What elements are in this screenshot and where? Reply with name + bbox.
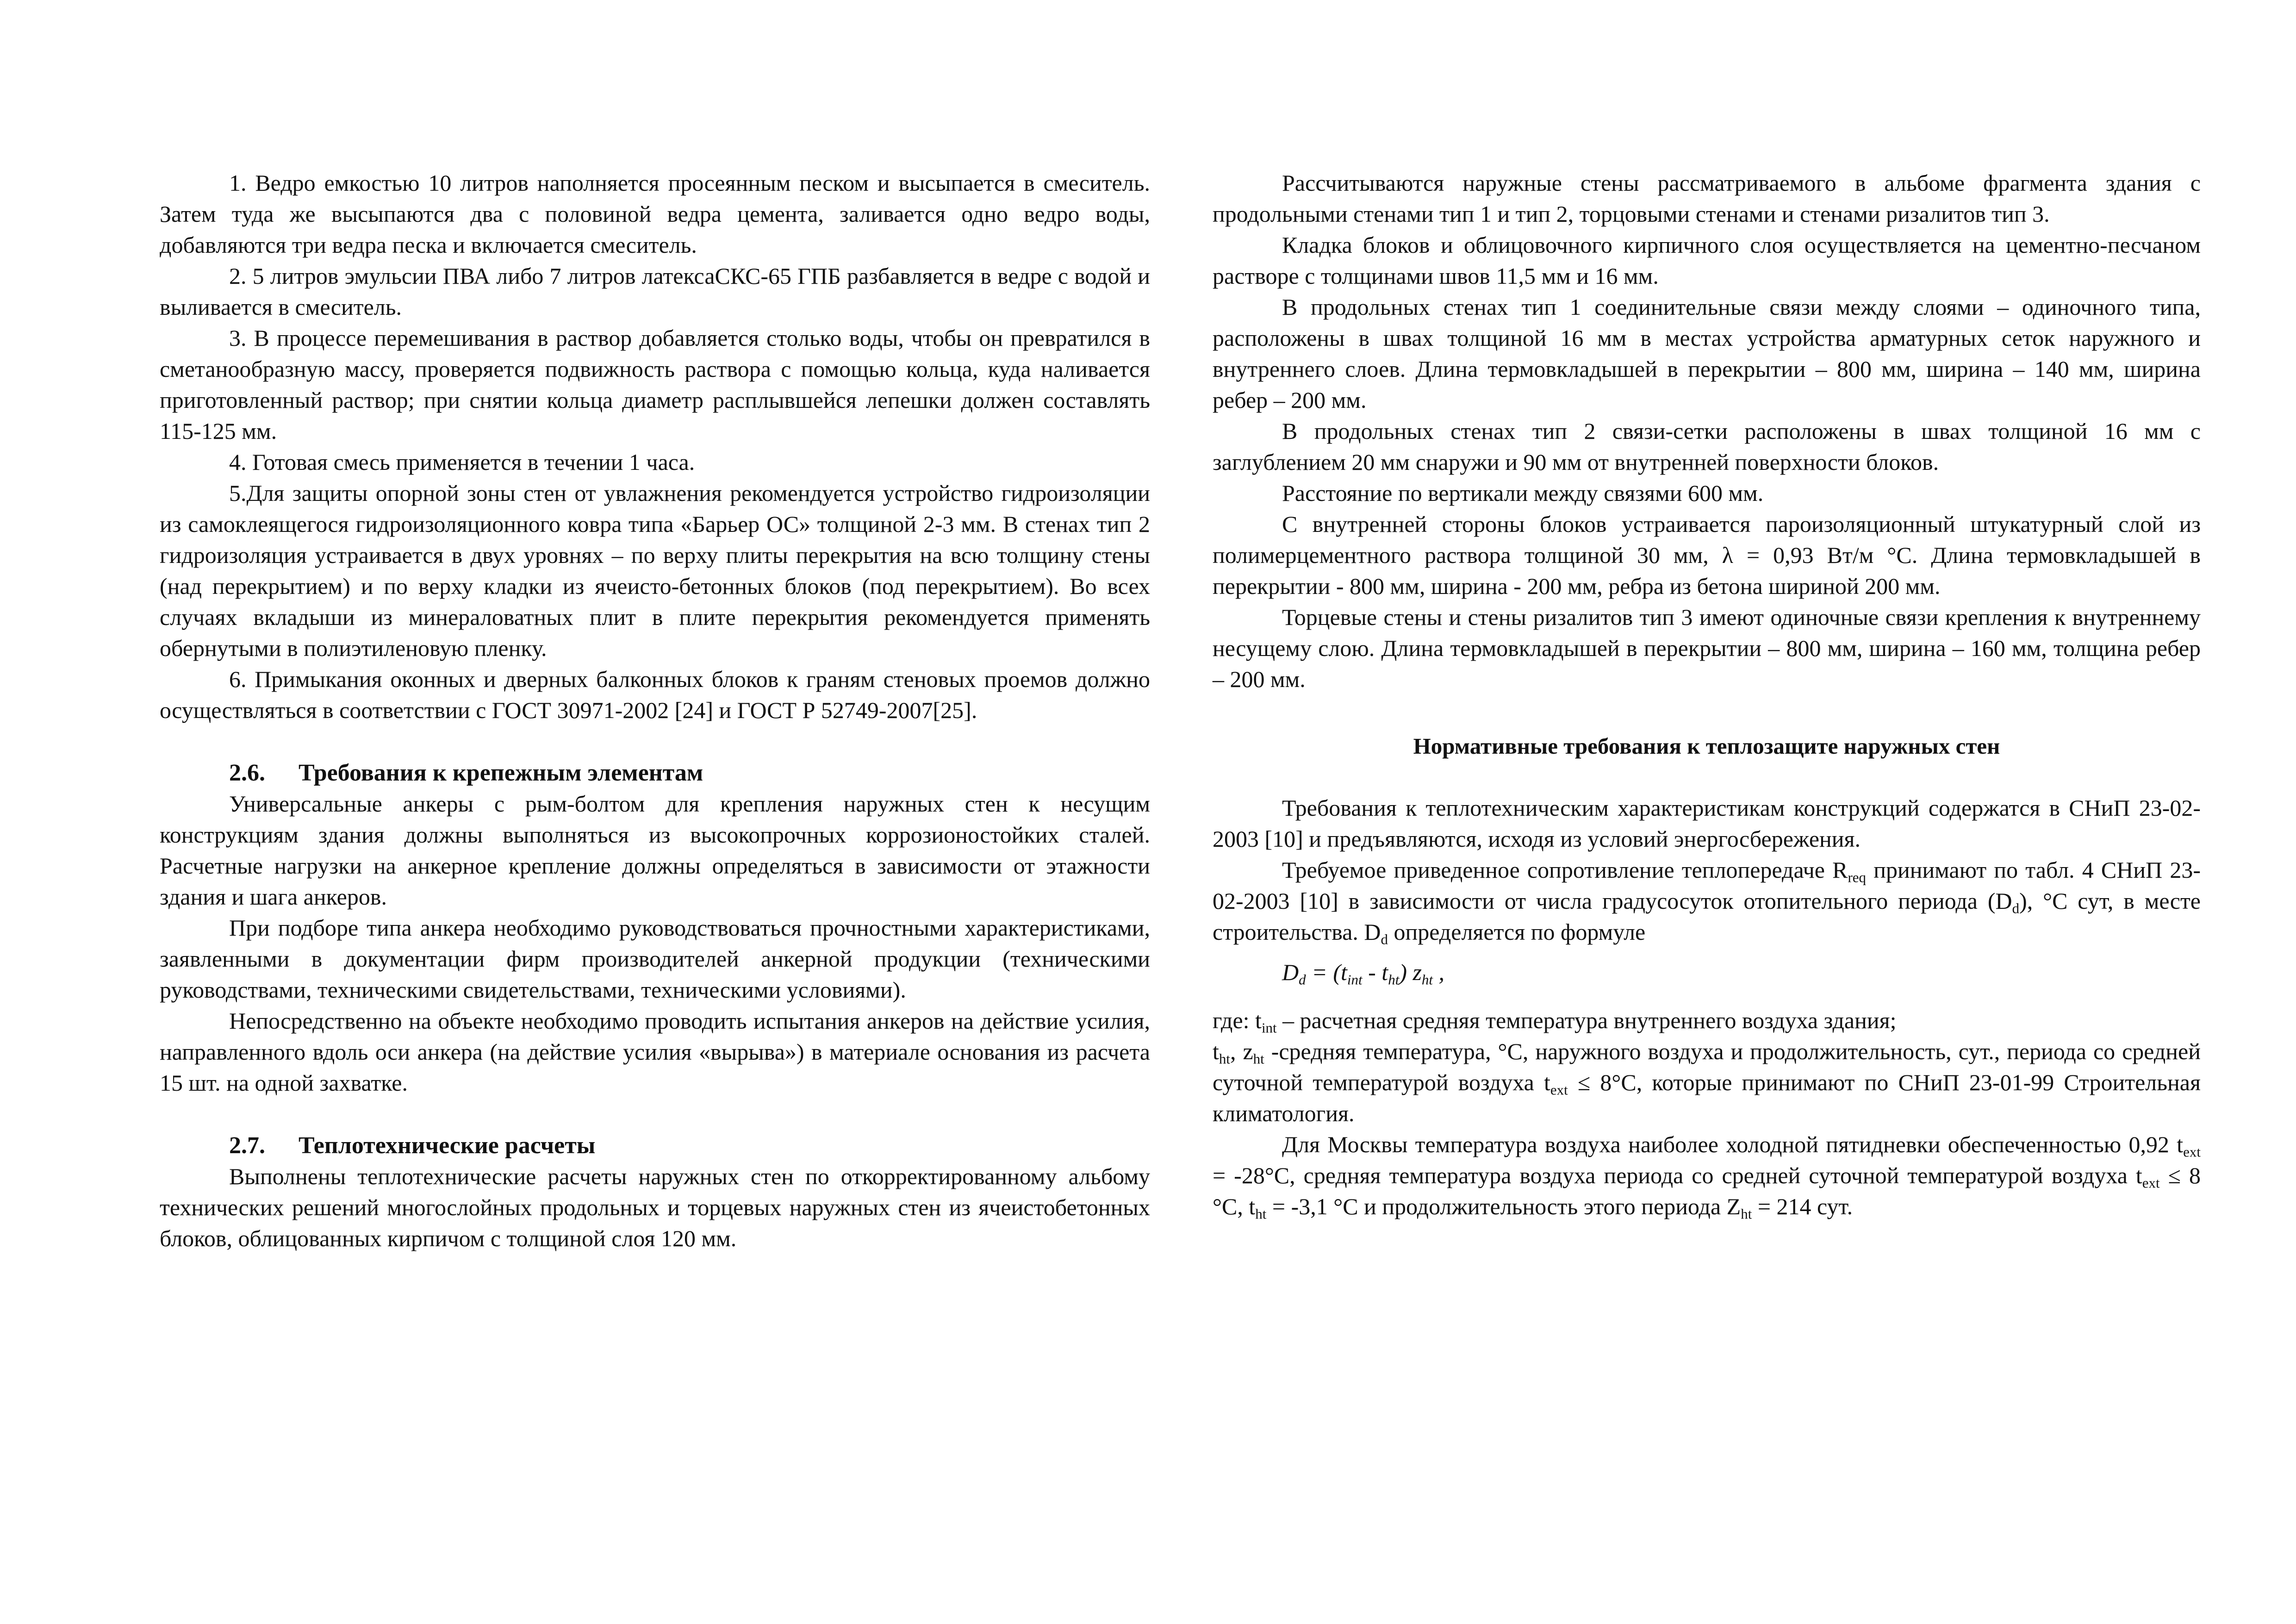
paragraph: Кладка блоков и облицовочного кирпичного слоя осуществляется на цементно-песчаном растворе с толщинами швов 11,5 мм и 16 мм.	[1213, 232, 2201, 289]
subscript: ht	[1741, 1206, 1752, 1222]
text: ), °С сут, в месте строительства. D	[1213, 888, 2201, 945]
text: ≤ 8 °С, t	[1213, 1162, 2201, 1219]
subscript: ht	[1255, 1206, 1267, 1222]
right-column	[1213, 168, 2201, 1222]
text: ,	[1433, 959, 1445, 985]
text: = (t	[1306, 959, 1347, 985]
subscript: d	[2012, 900, 2020, 917]
section-title: Теплотехнические расчеты	[299, 1132, 596, 1159]
subscript: int	[1347, 971, 1363, 988]
paragraph-moscow	[1213, 1129, 2201, 1222]
text: -средняя температура, °С, наружного воздуха и продолжительность, сут., периода со средней суточной температурой воздуха t	[1213, 1038, 2201, 1095]
text: , z	[1230, 1038, 1253, 1064]
text: t	[1213, 1038, 1219, 1064]
paragraph: 3. В процессе перемешивания в раствор добавляется столько воды, чтобы он превратился в сметанообразную массу, проверяется подвижность раствора с помощью кольца, куда наливается приготовленный раствор; при снятии кольца диаметр расплывшейся лепешки должен составлять 115-125 мм.	[160, 325, 1150, 444]
paragraph: Непосредственно на объекте необходимо проводить испытания анкеров на действие усилия, направленного вдоль оси анкера (на действие усилия «вырыва») в материале основания из расчета 15 шт. на одной захватке.	[160, 1008, 1150, 1096]
paragraph: В продольных стенах тип 2 связи-сетки расположены в швах толщиной 16 мм с заглублением 20 мм снаружи и 90 мм от внутренней поверхности блоков.	[1213, 418, 2201, 475]
paragraph: Требования к теплотехническим характеристикам конструкций содержатся в СНиП 23-02-2003 [10] и предъявляются, исходя из условий энергосбережения.	[1213, 795, 2201, 852]
paragraph: 6. Примыкания оконных и дверных балконных блоков к граням стеновых проемов должно осуществляться в соответствии с ГОСТ 30971-2002 [24] и ГОСТ Р 52749-2007[25].	[160, 666, 1150, 723]
paragraph: Выполнены теплотехнические расчеты наружных стен по откорректированному альбому технических решений многослойных продольных и торцевых наружных стен из ячеистобетонных блоков, облицованных кирпичом с толщиной слоя 120 мм.	[160, 1163, 1150, 1251]
subscript: ht	[1253, 1050, 1264, 1067]
text: = 214 сут.	[1752, 1193, 1853, 1219]
subscript: d	[1381, 931, 1388, 948]
text: ≤ 8°С, которые принимают по СНиП 23-01-99 Строительная климатология.	[1213, 1069, 2201, 1126]
text: – расчетная средняя температура внутреннего воздуха здания;	[1276, 1007, 1897, 1033]
section-number: 2.7.	[229, 1132, 265, 1159]
paragraph: 2. 5 литров эмульсии ПВА либо 7 литров латексаСКС-65 ГПБ разбавляется в ведре с водой и выливается в смеситель.	[160, 263, 1150, 320]
text: Требуемое приведенное сопротивление теплопередаче R	[1282, 857, 1848, 883]
where-line-1	[1213, 1005, 2201, 1036]
subscript: d	[1299, 971, 1306, 988]
section-title: Требования к крепежным элементам	[299, 760, 703, 786]
subscript: int	[1261, 1019, 1277, 1036]
paragraph: Торцевые стены и стены ризалитов тип 3 имеют одиночные связи крепления к внутреннему несущему слою. Длина термовкладышей в перекрытии – 800 мм, ширина – 160 мм, толщина ребер – 200 мм.	[1213, 604, 2201, 692]
paragraph: С внутренней стороны блоков устраивается пароизоляционный штукатурный слой из полимерцементного раствора толщиной 30 мм, λ = 0,93 Вт/м °С. Длина термовкладышей в перекрытии - 800 мм, ширина - 200 мм, ребра из бетона шириной 200 мм.	[1213, 511, 2201, 599]
subscript: req	[1848, 869, 1867, 886]
paragraph: При подборе типа анкера необходимо руководствоваться прочностными характеристиками, заявленными в документации фирм производителей анкерной продукции (техническими руководствами, техническими свидетельствами, техническими условиями).	[160, 915, 1150, 1003]
norm-heading: Нормативные требования к теплозащите наружных стен	[1413, 733, 2000, 759]
paragraph: 4. Готовая смесь применяется в течении 1 часа.	[229, 449, 695, 475]
text: Для Москвы температура воздуха наиболее холодной пятидневки обеспеченностью 0,92 t	[1282, 1131, 2184, 1157]
paragraph: Универсальные анкеры с рым-болтом для крепления наружных стен к несущим конструкциям здания должны выполняться из высокопрочных коррозионостойких сталей. Расчетные нагрузки на анкерное крепление должны определяться в зависимости от этажности здания и шага анкеров.	[160, 791, 1150, 910]
text: D	[1282, 959, 1299, 985]
text: - t	[1362, 959, 1388, 985]
where-line-2	[1213, 1036, 2201, 1129]
section-number: 2.6.	[229, 760, 265, 786]
text: определяется по формуле	[1388, 919, 1646, 945]
subscript: ext	[1550, 1081, 1568, 1098]
paragraph: 5.Для защиты опорной зоны стен от увлажнения рекомендуется устройство гидроизоляции из самоклеящегося гидроизоляционного ковра типа «Барьер ОС» толщиной 2-3 мм. В стенах тип 2 гидроизоляция устраивается в двух уровнях – по верху плиты перекрытия на всю толщину стены (над перекрытием) и по верху кладки из ячеисто-бетонных блоков (под перекрытием). Во всех случаях вкладыши из минераловатных плит в плите перекрытия рекомендуется применять обернутыми в полиэтиленовую пленку.	[160, 480, 1150, 661]
subscript: ht	[1219, 1050, 1231, 1067]
text: ) z	[1399, 959, 1422, 985]
paragraph-rreq	[1213, 855, 2201, 948]
subscript: ext	[2183, 1143, 2201, 1160]
subscript: ext	[2142, 1174, 2160, 1191]
paragraph: В продольных стенах тип 1 соединительные связи между слоями – одиночного типа, расположены в швах толщиной 16 мм в местах устройства арматурных сеток наружного и внутреннего слоев. Длина термовкладышей в перекрытии – 800 мм, ширина – 140 мм, ширина ребер – 200 мм.	[1213, 294, 2201, 413]
subscript: ht	[1388, 971, 1400, 988]
text: = -28°С, средняя температура воздуха периода со средней суточной температурой воздуха t	[1213, 1162, 2142, 1188]
paragraph: Рассчитываются наружные стены рассматриваемого в альбоме фрагмента здания с продольными стенами тип 1 и тип 2, торцовыми стенами и стенами ризалитов тип 3.	[1213, 170, 2201, 227]
subscript: ht	[1421, 971, 1433, 988]
section-heading-2-7	[160, 1130, 1150, 1161]
text: = -3,1 °С и продолжительность этого периода Z	[1266, 1193, 1741, 1219]
text: принимают по табл. 4 СНиП 23-02-2003 [10] в зависимости от числа градусосуток отопительного периода (D	[1213, 857, 2201, 914]
text: где: t	[1213, 1007, 1262, 1033]
paragraph: Расстояние по вертикали между связями 600 мм.	[1282, 480, 1764, 506]
section-heading-2-6	[160, 757, 1150, 788]
left-column	[160, 168, 1150, 1254]
formula-dd	[1282, 957, 2201, 988]
paragraph: 1. Ведро емкостью 10 литров наполняется просеянным песком и высыпается в смеситель. Затем туда же высыпаются два с половиной ведра цемента, заливается одно ведро воды, добавляются три ведра песка и включается смеситель.	[160, 170, 1150, 258]
